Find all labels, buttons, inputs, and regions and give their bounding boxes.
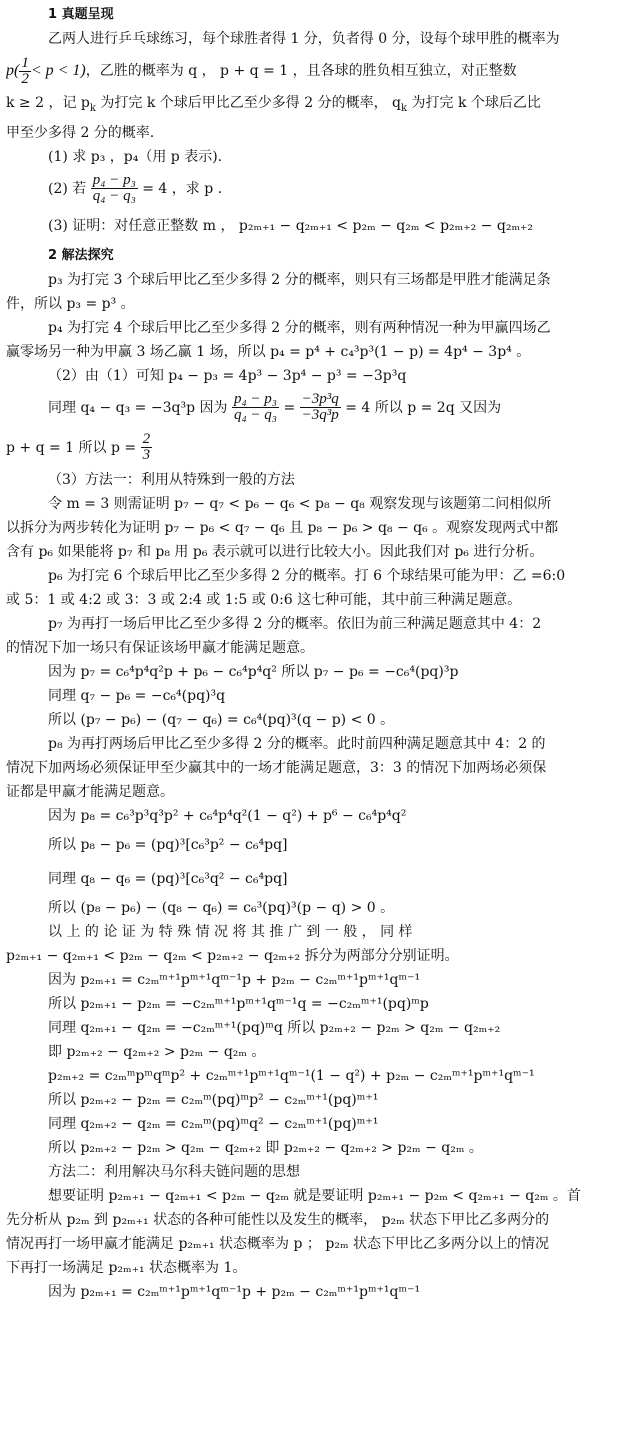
- question-3: (3) 证明：对任意正整数 m ， p₂ₘ₊₁ − q₂ₘ₊₁ < p₂ₘ − q₂ₘ < p₂ₘ₊₂ − q₂ₘ₊₂: [48, 217, 534, 234]
- solution-line: p₈ 为再打两场后甲比乙至少多得 2 分的概率。此时前四种满足题意其中 4：2 的: [48, 735, 546, 752]
- question-2: (2) 若 $\frac{\text{p₄ − p₃}}{\text{q₄ − q₃}}$ = 4 ，求 p .: [48, 172, 223, 205]
- fraction: $\frac{\text{p₄ − p₃}}{\text{q₄ − q₃}}$: [92, 172, 136, 205]
- fraction: $\frac{1}{2}$: [21, 54, 29, 87]
- solution-line: （2）由（1）可知 p₄ − p₃ = 4p³ − 3p⁴ − p³ = −3p³q: [48, 367, 407, 384]
- solution-line: 同理 q₂ₘ₊₂ − q₂ₘ = c₂ₘᵐ(pq)ᵐq² − c₂ₘᵐ⁺¹(pq)ᵐ⁺¹: [48, 1115, 379, 1132]
- solution-line: 所以 p₂ₘ₊₂ − p₂ₘ > q₂ₘ − q₂ₘ₊₂ 即 p₂ₘ₊₂ − q₂ₘ₊₂ > p₂ₘ − q₂ₘ 。: [48, 1139, 483, 1156]
- solution-line: 所以 (p₇ − p₆) − (q₇ − q₆) = c₆⁴(pq)³(q − p) < 0 。: [48, 711, 395, 728]
- solution-line: 或 5：1 或 4:2 或 3：3 或 2:4 或 1:5 或 0:6 这七种可能，其中前三种满足题意。: [6, 591, 522, 608]
- solution-line: p₂ₘ₊₁ − q₂ₘ₊₁ < p₂ₘ − q₂ₘ < p₂ₘ₊₂ − q₂ₘ₊₂ 拆分为两部分分别证明。: [6, 947, 459, 964]
- solution-line: 先分析从 p₂ₘ 到 p₂ₘ₊₁ 状态的各种可能性以及发生的概率， p₂ₘ 状态下甲比乙多两分的: [6, 1211, 550, 1228]
- solution-line: 以拆分为两步转化为证明 p₇ − p₆ < q₇ − q₆ 且 p₈ − p₆ > q₈ − q₆ 。观察发现两式中都: [6, 519, 559, 536]
- problem-line: k ≥ 2 ，记 $p_k$ 为打完 k 个球后甲比乙至少多得 2 分的概率， $q_k$ 为打完 k 个球后乙比: [6, 95, 541, 114]
- question-1: (1) 求 p₃ ，p₄（用 p 表示).: [48, 148, 223, 165]
- fraction: $\frac{\text{−3p³q}}{\text{−3q³p}}$: [301, 391, 339, 424]
- solution-line: p₇ 为再打一场后甲比乙至少多得 2 分的概率。依旧为前三种满足题意其中 4：2: [48, 615, 542, 632]
- solution-line: 所以 p₂ₘ₊₁ − p₂ₘ = −c₂ₘᵐ⁺¹pᵐ⁺¹qᵐ⁻¹q = −c₂ₘᵐ⁺¹(pq)ᵐp: [48, 995, 429, 1012]
- problem-line: p( $\frac{1}{2}$ < p < 1)，乙胜的概率为 q ， p + q = 1 ，且各球的胜负相互独立，对正整数: [6, 54, 517, 87]
- solution-line: 因为 p₇ = c₆⁴p⁴q²p + p₆ − c₆⁴p⁴q² 所以 p₇ − p₆ = −c₆⁴(pq)³p: [48, 663, 459, 680]
- solution-line: p₃ 为打完 3 个球后甲比乙至少多得 2 分的概率，则只有三场都是甲胜才能满足条: [48, 271, 551, 288]
- solution-line: （3）方法一：利用从特殊到一般的方法: [48, 471, 295, 488]
- solution-line: 所以 p₂ₘ₊₂ − p₂ₘ = c₂ₘᵐ(pq)ᵐp² − c₂ₘᵐ⁺¹(pq)ᵐ⁺¹: [48, 1091, 379, 1108]
- solution-line: p + q = 1 所以 p = $\frac{2}{3}$: [6, 431, 151, 464]
- solution-line: 即 p₂ₘ₊₂ − q₂ₘ₊₂ > p₂ₘ − q₂ₘ 。: [48, 1043, 266, 1060]
- solution-line: 令 m = 3 则需证明 p₇ − q₇ < p₆ − q₆ < p₈ − q₈ 观察发现与该题第二问相似所: [48, 495, 552, 512]
- solution-line: 同理 q₈ − q₆ = (pq)³[c₆³q² − c₆⁴pq]: [48, 870, 288, 887]
- problem-line: 乙两人进行乒乓球练习，每个球胜者得 1 分，负者得 0 分，设每个球甲胜的概率为: [48, 31, 560, 47]
- solution-line: p₄ 为打完 4 个球后甲比乙至少多得 2 分的概率，则有两种情况一种为甲赢四场乙: [48, 319, 551, 336]
- solution-line: 方法二：利用解决马尔科夫链问题的思想: [48, 1163, 300, 1180]
- solution-line: 以 上 的 论 证 为 特 殊 情 况 将 其 推 广 到 一 般 ， 同 样: [48, 923, 413, 940]
- solution-line: 同理 q₇ − p₆ = −c₆⁴(pq)³q: [48, 687, 226, 704]
- solution-line: 因为 p₈ = c₆³p³q³p² + c₆⁴p⁴q²(1 − q²) + p⁶ − c₆⁴p⁴q²: [48, 807, 407, 824]
- solution-line: 同理 q₄ − q₃ = −3q³p 因为 $\frac{\text{p₄ − p₃}}{\text{q₄ − q₃}}$ = $\frac{\text{−3p³q}}{\text{−3q³p}}$ = 4 所以 p = 2q 又因为: [48, 391, 502, 424]
- solution-line: 的情况下加一场只有保证该场甲赢才能满足题意。: [6, 639, 314, 656]
- solution-line: 含有 p₆ 如果能将 p₇ 和 p₈ 用 p₆ 表示就可以进行比较大小。因此我们对 p₆ 进行分析。: [6, 543, 544, 560]
- section-heading-2: 2 解法探究: [48, 247, 114, 263]
- solution-line: 想要证明 p₂ₘ₊₁ − q₂ₘ₊₁ < p₂ₘ − q₂ₘ 就是要证明 p₂ₘ₊₁ − p₂ₘ < q₂ₘ₊₁ − q₂ₘ 。首: [48, 1187, 581, 1204]
- solution-line: 同理 q₂ₘ₊₁ − q₂ₘ = −c₂ₘᵐ⁺¹(pq)ᵐq 所以 p₂ₘ₊₂ − p₂ₘ > q₂ₘ − q₂ₘ₊₂: [48, 1019, 501, 1036]
- solution-line: 情况下加两场必须保证甲至少赢其中的一场才能满足题意，3：3 的情况下加两场必须保: [6, 759, 547, 776]
- solution-line: 件，所以 p₃ = p³ 。: [6, 295, 135, 312]
- problem-line: 甲至少多得 2 分的概率.: [6, 124, 155, 141]
- solution-line: 因为 p₂ₘ₊₁ = c₂ₘᵐ⁺¹pᵐ⁺¹qᵐ⁻¹p + p₂ₘ − c₂ₘᵐ⁺¹pᵐ⁺¹qᵐ⁻¹: [48, 971, 421, 988]
- solution-line: 所以 p₈ − p₆ = (pq)³[c₆³p² − c₆⁴pq]: [48, 836, 288, 853]
- section-heading-1: 1 真题呈现: [48, 7, 114, 22]
- solution-line: 因为 p₂ₘ₊₁ = c₂ₘᵐ⁺¹pᵐ⁺¹qᵐ⁻¹p + p₂ₘ − c₂ₘᵐ⁺¹pᵐ⁺¹qᵐ⁻¹: [48, 1283, 421, 1300]
- solution-line: 情况再打一场甲赢才能满足 p₂ₘ₊₁ 状态概率为 p ； p₂ₘ 状态下甲比乙多两分以上的情况: [6, 1235, 549, 1252]
- solution-line: p₂ₘ₊₂ = c₂ₘᵐpᵐqᵐp² + c₂ₘᵐ⁺¹pᵐ⁺¹qᵐ⁻¹(1 − q²) + p₂ₘ − c₂ₘᵐ⁺¹pᵐ⁺¹qᵐ⁻¹: [48, 1067, 535, 1084]
- solution-line: 赢零场另一种为甲赢 3 场乙赢 1 场，所以 p₄ = p⁴ + c₄³p³(1 − p) = 4p⁴ − 3p⁴ 。: [6, 343, 531, 360]
- fraction: $\frac{2}{3}$: [142, 431, 151, 464]
- solution-line: 所以 (p₈ − p₆) − (q₈ − q₆) = c₆³(pq)³(p − q) > 0 。: [48, 899, 395, 916]
- solution-line: 下再打一场满足 p₂ₘ₊₁ 状态概率为 1。: [6, 1259, 247, 1276]
- fraction: $\frac{\text{p₄ − p₃}}{\text{q₄ − q₃}}$: [233, 391, 277, 424]
- solution-line: 证都是甲赢才能满足题意。: [6, 783, 174, 800]
- solution-line: p₆ 为打完 6 个球后甲比乙至少多得 2 分的概率。打 6 个球结果可能为甲：乙 =6:0: [48, 567, 566, 584]
